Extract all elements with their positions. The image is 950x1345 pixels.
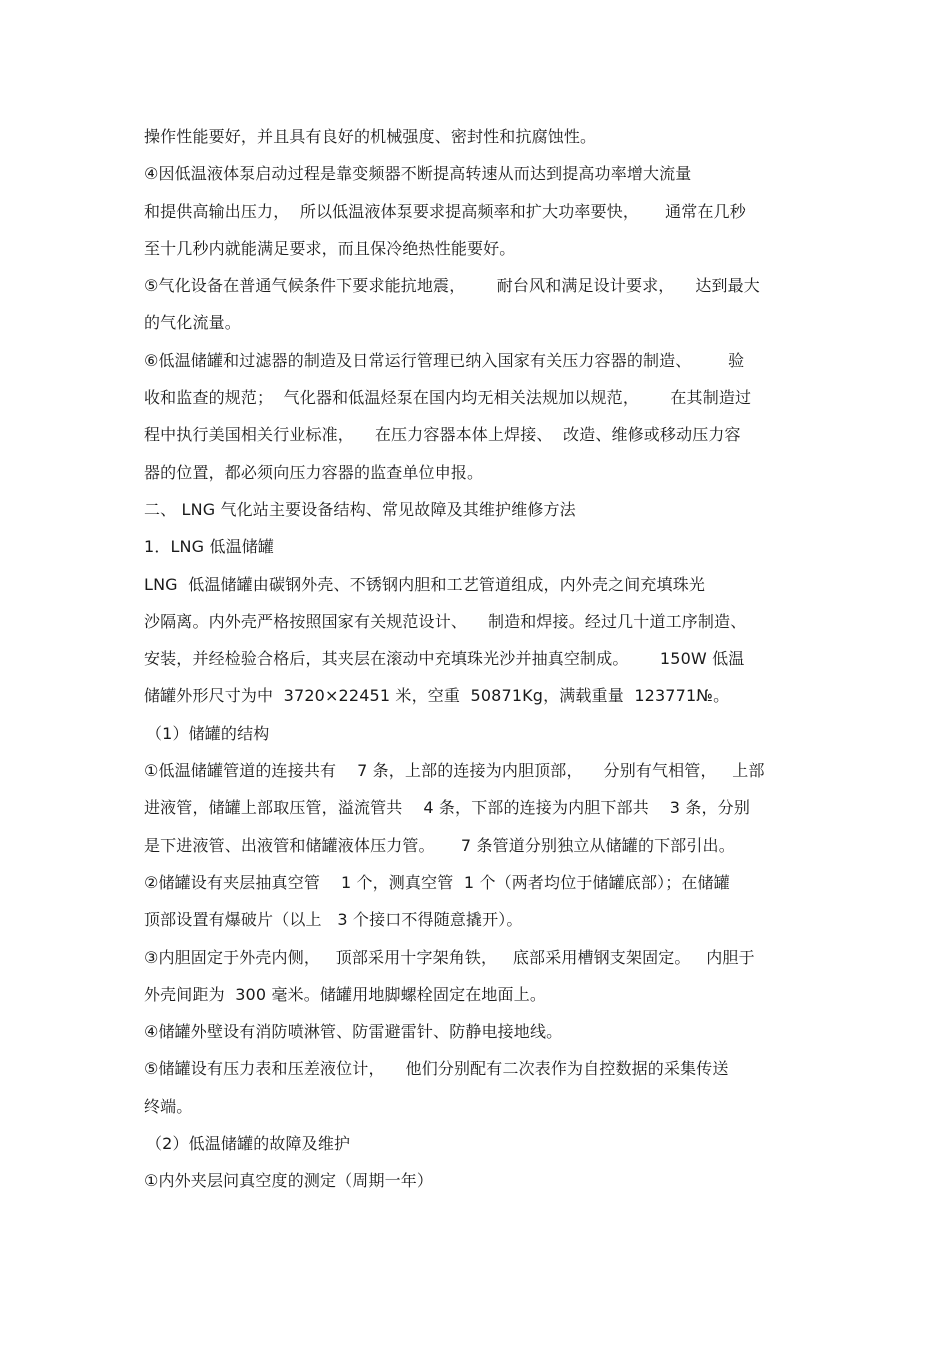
section-heading: 二、 LNG 气化站主要设备结构、常见故障及其维护维修方法 [144, 499, 576, 519]
text-line: 收和监查的规范； 气化器和低温烃泵在国内均无相关法规加以规范， 在其制造过 [144, 388, 752, 408]
text-line: 沙隔离。内外壳严格按照国家有关规范设计、 制造和焊接。经过几十道工序制造、 [144, 611, 747, 631]
text-line: ⑤气化设备在普通气候条件下要求能抗地震， 耐台风和满足设计要求， 达到最大 [144, 276, 760, 296]
text-line: 是下进液管、出液管和储罐液体压力管。 7 条管道分别独立从储罐的下部引出。 [144, 835, 735, 855]
text-line: 进液管，储罐上部取压管，溢流管共 4 条，下部的连接为内胆下部共 3 条，分别 [144, 798, 750, 818]
text-line: 和提供高输出压力， 所以低温液体泵要求提高频率和扩大功率要快， 通常在几秒 [144, 201, 746, 221]
subsection-heading: （1）储罐的结构 [146, 723, 270, 743]
text-line: 外壳间距为 300 毫米。储罐用地脚螺栓固定在地面上。 [144, 984, 546, 1004]
text-line: ①内外夹层问真空度的测定（周期一年） [144, 1171, 434, 1191]
text-line: ④因低温液体泵启动过程是靠变频器不断提高转速从而达到提高功率增大流量 [144, 164, 692, 184]
text-line: ②储罐设有夹层抽真空管 1 个，测真空管 1 个（两者均位于储罐底部）；在储罐 [144, 872, 730, 892]
text-line: ⑥低温储罐和过滤器的制造及日常运行管理已纳入国家有关压力容器的制造、 验 [144, 350, 745, 370]
text-line: 器的位置，都必须向压力容器的监查单位申报。 [144, 462, 484, 482]
text-line: 储罐外形尺寸为中 3720×22451 米，空重 50871Kg，满载重量 123771№。 [144, 686, 730, 706]
text-line: ⑤储罐设有压力表和压差液位计， 他们分别配有二次表作为自控数据的采集传送 [144, 1059, 729, 1079]
text-line: ③内胆固定于外壳内侧， 顶部采用十字架角铁， 底部采用槽钢支架固定。 内胆于 [144, 947, 755, 967]
text-line: 操作性能要好，并且具有良好的机械强度、密封性和抗腐蚀性。 [144, 127, 597, 146]
text-line: ④储罐外壁设有消防喷淋管、防雷避雷针、防静电接地线。 [144, 1022, 563, 1042]
text-line: 的气化流量。 [144, 313, 241, 333]
text-line: 至十几秒内就能满足要求，而且保冷绝热性能要好。 [144, 238, 516, 258]
subsection-heading: 1．LNG 低温储罐 [144, 537, 275, 557]
text-line: 程中执行美国相关行业标准， 在压力容器本体上焊接、 改造、维修或移动压力容 [144, 425, 741, 445]
text-line: 顶部设置有爆破片（以上 3 个接口不得随意撬开）。 [144, 910, 523, 930]
document-body [144, 118, 812, 1200]
text-line: LNG 低温储罐由碳钢外壳、不锈钢内胆和工艺管道组成，内外壳之间充填珠光 [144, 574, 706, 594]
text-line: 安装，并经检验合格后，其夹层在滚动中充填珠光沙并抽真空制成。 150W 低温 [144, 649, 745, 669]
text-line: 终端。 [144, 1096, 193, 1116]
subsection-heading: （2）低温储罐的故障及维护 [146, 1134, 351, 1154]
text-line: ①低温储罐管道的连接共有 7 条，上部的连接为内胆顶部， 分别有气相管， 上部 [144, 761, 765, 781]
